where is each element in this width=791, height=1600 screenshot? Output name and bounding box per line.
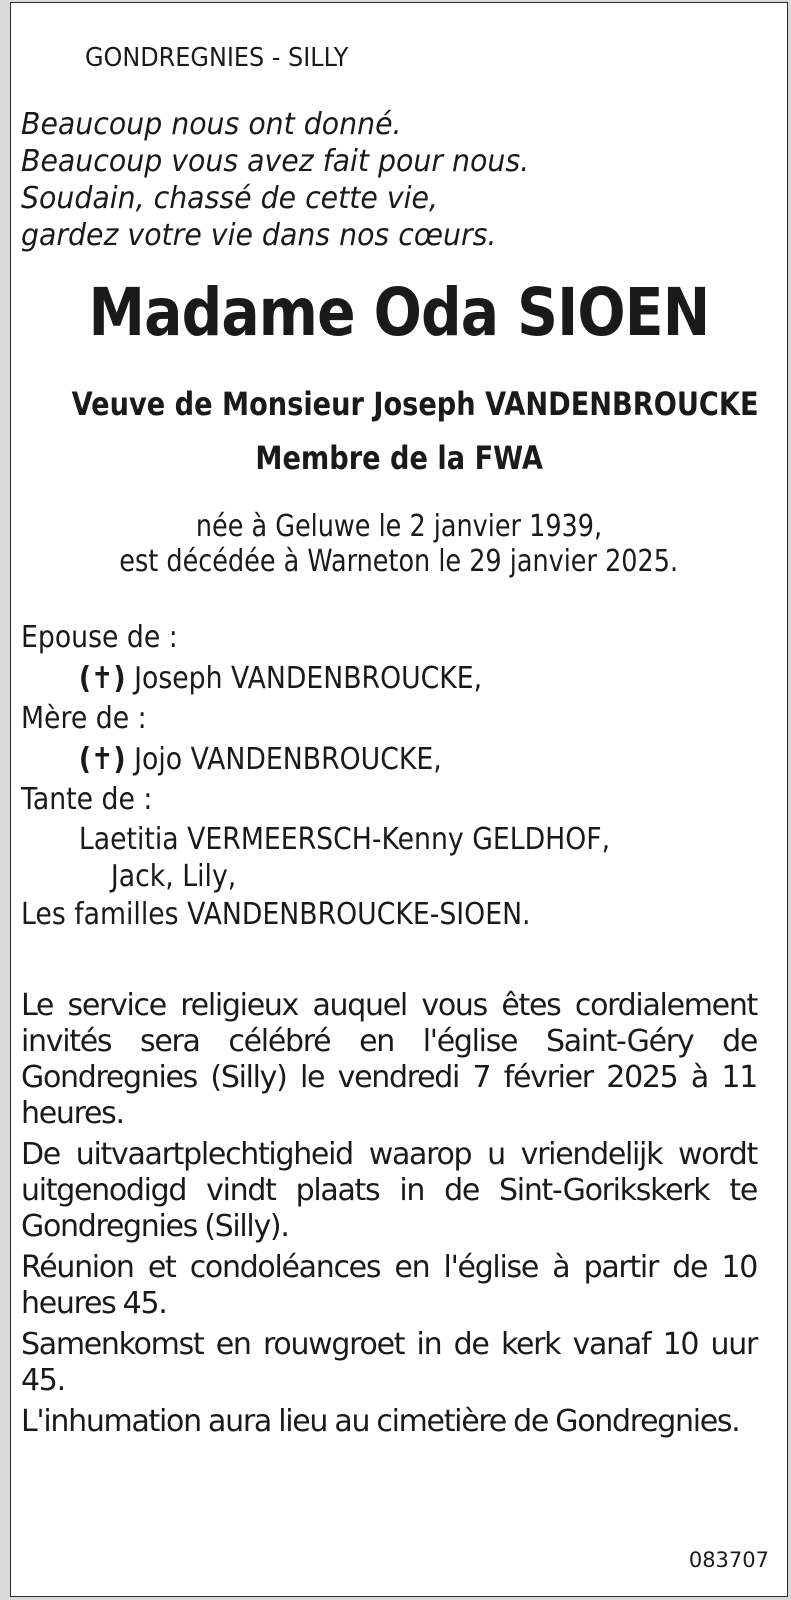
poem bbox=[21, 106, 529, 254]
location-heading: GONDREGNIES - SILLY bbox=[85, 43, 349, 73]
poem-line: Beaucoup nous ont donné. bbox=[21, 107, 402, 142]
tante-label: Tante de : bbox=[21, 782, 153, 817]
birth-line bbox=[11, 509, 787, 544]
cross-icon: (✝) bbox=[78, 741, 126, 777]
tante-line-2: Jack, Lily, bbox=[110, 858, 237, 894]
service-paragraph-nl: De uitvaartplechtigheid waarop u vriendelijk wordt uitgenodigd vindt plaats in de Sint-Gorikskerk te Gondregnies (Silly). bbox=[21, 1137, 757, 1244]
mere-label: Mère de : bbox=[21, 701, 147, 736]
ceremony-paragraphs bbox=[21, 988, 757, 1445]
deceased-name bbox=[11, 274, 787, 351]
mere-entry bbox=[21, 740, 610, 781]
poem-line: gardez votre vie dans nos cœurs. bbox=[21, 218, 497, 253]
service-paragraph-fr: Le service religieux auquel vous êtes cordialement invités sera célébré en l'église Saint-Géry de Gondregnies (Silly) le vendredi 7 février 2025 à 11 heures. bbox=[21, 988, 757, 1131]
epouse-label: Epouse de : bbox=[21, 620, 178, 655]
widow-of-text: Veuve de Monsieur Joseph VANDENBROUCKE bbox=[71, 385, 759, 423]
obituary-card bbox=[10, 2, 788, 1597]
membership-text: Membre de la FWA bbox=[255, 439, 543, 477]
epouse-entry bbox=[21, 659, 610, 700]
cross-icon: (✝) bbox=[78, 660, 126, 696]
birth-text: née à Geluwe le 2 janvier 1939, bbox=[195, 509, 603, 544]
reunion-paragraph-nl: Samenkomst en rouwgroet in de kerk vanaf 10 uur 45. bbox=[21, 1327, 757, 1398]
epouse-name: Joseph VANDENBROUCKE, bbox=[134, 660, 483, 696]
death-line bbox=[11, 544, 787, 579]
widow-of-line bbox=[11, 385, 787, 423]
familles-line: Les familles VANDENBROUCKE-SIOEN. bbox=[21, 896, 531, 932]
family-list bbox=[21, 618, 683, 935]
inhumation-paragraph: L'inhumation aura lieu au cimetière de Gondregnies. bbox=[21, 1404, 740, 1439]
membership-line bbox=[11, 439, 787, 477]
reunion-paragraph-fr: Réunion et condoléances en l'église à partir de 10 heures 45. bbox=[21, 1250, 757, 1321]
deceased-name-text: Madame Oda SIOEN bbox=[88, 274, 710, 351]
poem-line: Soudain, chassé de cette vie, bbox=[21, 181, 438, 216]
reference-number: 083707 bbox=[688, 1548, 769, 1572]
tante-line-1: Laetitia VERMEERSCH-Kenny GELDHOF, bbox=[78, 821, 611, 857]
mere-name: Jojo VANDENBROUCKE, bbox=[134, 741, 442, 777]
death-text: est décédée à Warneton le 29 janvier 2025. bbox=[119, 544, 679, 579]
poem-line: Beaucoup vous avez fait pour nous. bbox=[21, 144, 530, 179]
